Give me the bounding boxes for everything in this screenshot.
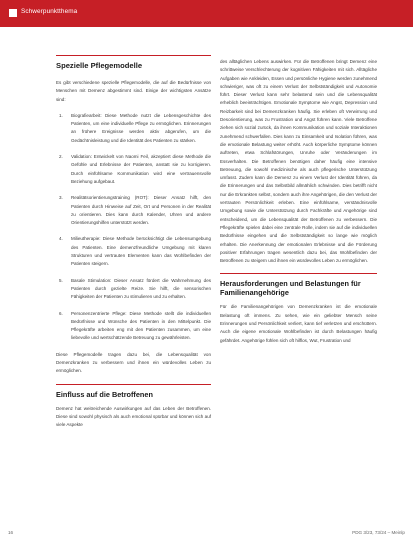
continued-paragraph: des alltäglichen Lebens auswirken. Für die Betroffenen bringt Demenz eine schrittweise Verschlechterung der kognitiven Fähigkeiten mit sich. Alltägliche Aufgaben wie Ankleiden, Essen und persönliche Hygiene werden zunehmend schwieriger, was oft zu einem Verlust der Selbstständigkeit und Autonomie führt. Dieser Verlust kann sehr belastend sein und die Lebensqualität erheblich beeinträchtigen. Emotionale Symptome wie Angst, Depression und Reizbarkeit sind bei Demenzkranken häufig. Sie erleben oft Verwirrung und Desorientierung, was zu Frustration und Angst führen kann. Viele Betroffene ziehen sich sozial zurück, da ihnen Kommunikation und soziale Interaktionen zunehmend schwerfallen. Dies kann zu Einsamkeit und Isolation führen, was die emotionale Belastung weiter erhöht. Auch körperliche Symptome können auftreten, etwa Schlafstörungen, Unruhe oder Veränderungen im Essverhalten. Die Betroffenen benötigen daher häufig eine intensive Betreuung, die sowohl medizinische als auch pflegerische Unterstützung umfasst. Zudem kann die Demenz zu einem Verlust der Identität führen, da die Erinnerungen und das Selbstbild allmählich schwinden. Dies betrifft nicht nur die Erkrankten selbst, sondern auch ihre Angehörigen, die den Verlust der vertrauten Persönlichkeit erleben. Eine einfühlsame, verständnisvolle Umgebung sowie die Unterstützung durch Fachkräfte und Angehörige sind entscheidend, um die Lebensqualität der Betroffenen zu verbessern. Die Pflegekräfte spielen dabei eine zentrale Rolle, indem sie auf die individuellen Bedürfnisse eingehen und die Selbstständigkeit so lange wie möglich erhalten. Die Anerkennung der emotionalen Erlebnisse und die Förderung positiver Erfahrungen tragen wesentlich dazu bei, das Wohlbefinden der Betroffenen zu steigern und ihnen ein würdevolles Leben zu ermöglichen. — [220, 59, 377, 264]
list-number: 6. — [59, 310, 63, 316]
subheading-impact: Einfluss auf die Betroffenen — [56, 389, 153, 399]
section-marker-icon — [9, 9, 17, 17]
list-item — [56, 235, 211, 268]
heading-rule — [220, 273, 377, 274]
publication-info: PDG 3/23, 73/24 – Meinlp — [352, 530, 405, 535]
list-text: Personenzentrierte Pflege: Diese Methode stellt die individuellen Bedürfnisse und Wünsche des Patienten in den Mittelpunkt. Die Pflegekräfte arbeiten eng mit den Patienten zusammen, um eine liebevolle und wertschätzende Betreuung zu gewährleisten. — [71, 310, 211, 341]
list-number: 1. — [59, 112, 63, 118]
page-number: 16 — [8, 530, 14, 535]
heading-rule — [56, 384, 211, 385]
families-paragraph: Für die Familienangehörigen von Demenzkranken ist die emotionale Belastung oft immens. Zu sehen, wie ein geliebter Mensch seine Erinnerungen und Persönlichkeit verliert, kann tief verletzen und erschüttern. Auch die eigene emotionale Wohlbefinden ist durch Belastungen häufig gefährdet. Angehörige fühlen sich oft hilflos, Wut, Frustration und — [220, 304, 377, 343]
list-item — [56, 112, 211, 145]
intro-paragraph: Es gibt verschiedene spezielle Pflegemodelle, die auf die Bedürfnisse von Menschen mit Demenz abgestimmt sind. Einige der wichtigsten Ansätze sind: — [56, 80, 211, 102]
list-number: 4. — [59, 236, 63, 242]
list-number: 2. — [59, 154, 63, 160]
list-item — [56, 310, 211, 343]
list-number: 3. — [59, 195, 63, 201]
list-text: Milieutherapie: Diese Methode berücksichtigt die Lebensumgebung des Patienten. Eine demenzfreundliche Umgebung mit klaren Strukturen und vertrauten Elementen kann das Wohlbefinden der Patienten steigern. — [71, 236, 211, 267]
top-banner — [0, 0, 413, 27]
list-text: Basale Stimulation: Dieser Ansatz fördert die Wahrnehmung des Patienten durch gezielte Reize. Sie hilft, die sensorischen Fähigkeiten der Patienten zu stimulieren und zu erhalten. — [71, 277, 211, 300]
list-text: Biografiearbeit: Diese Methode nutzt die Lebensgeschichte des Patienten, um eine individuelle Pflege zu ermöglichen. Erinnerungen an frühere Ereignisse werden aktiv abgerufen, um die Gedächtnisleistung und die Identität des Patienten zu stärken. — [71, 112, 211, 143]
section-heading: Spezielle Pflegemodelle — [56, 61, 143, 70]
subheading-families: Herausforderungen und Belastungen für Familienangehörige — [220, 279, 361, 298]
right-column — [220, 58, 377, 345]
section-label: Schwerpunktthema — [21, 8, 78, 15]
list-text: Realitätsorientierungstraining (ROT): Dieser Ansatz hilft, den Patienten durch Hinweise auf Zeit, Ort und Personen in der Realität zu orientieren. Dies kann durch Kalender, Uhren und andere Orientierungshilfen unterstützt werden. — [71, 195, 211, 226]
list-item — [56, 153, 211, 186]
heading-rule — [56, 55, 211, 56]
list-item — [56, 277, 211, 302]
list-number: 5. — [59, 277, 63, 283]
list-text: Validation: Entwickelt von Naomi Feil, akzeptiert diese Methode die Gefühle und Erlebnisse der Patienten, anstatt sie zu korrigieren. Durch einfühlsame Kommunikation wird eine vertrauensvolle Beziehung aufgebaut. — [71, 154, 211, 184]
care-model-list — [56, 112, 211, 343]
impact-paragraph: Demenz hat weitreichende Auswirkungen auf das Leben der Betroffenen. Diese sind sowohl physisch als auch emotional spürbar und können sich auf viele Aspekte — [56, 405, 211, 428]
closing-paragraph: Diese Pflegemodelle tragen dazu bei, die Lebensqualität von Demenzkranken zu verbessern und ihnen ein würdevolles Leben zu ermöglichen. — [56, 351, 211, 374]
list-item — [56, 194, 211, 227]
left-column — [56, 55, 211, 430]
